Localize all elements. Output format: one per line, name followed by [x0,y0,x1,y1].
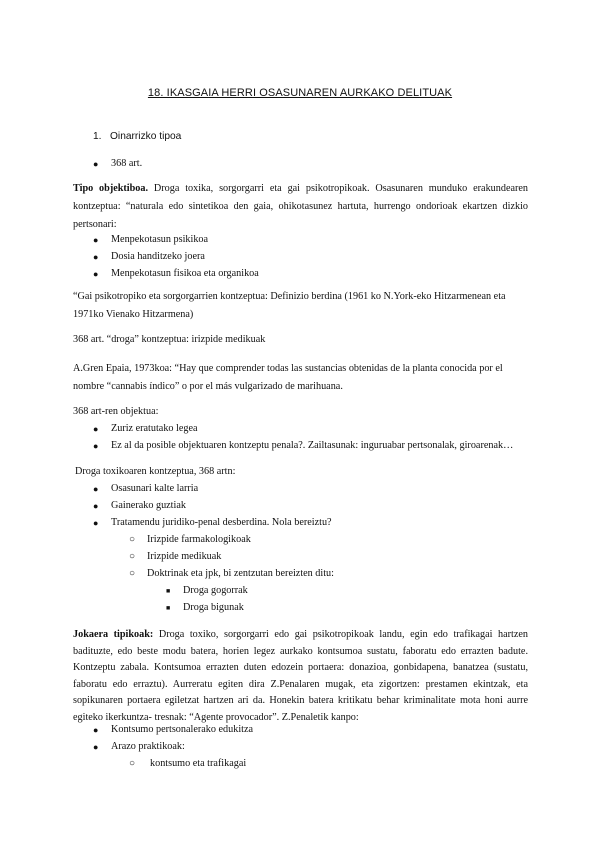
square-bullet-icon: ■ [166,604,171,612]
list-item: Zuriz eratutako legea [111,423,198,434]
jokaera-line: faboratu edo erraztu). Aurreratu egiten dira Z.Penalaren mugak, eta zigortzen: prestamen ekintzak, eta [73,678,528,690]
sub-list-item: Irizpide medikuak [147,551,222,562]
list-item: Kontsumo pertsonalerako edukitza [111,724,254,735]
art368-line: 368 art. “droga” kontzeptua: irizpide medikuak [73,334,266,345]
sub-list-item: Irizpide farmakologikoak [147,534,251,545]
list-item: Dosia handitzeko joera [111,251,205,262]
bullet-icon: ● [93,518,99,528]
subsub-list-item: Droga gogorrak [183,585,248,596]
gai-paragraph: “Gai psikotropiko eta sorgorgarrien kontzeptua: Definizio berdina (1961 ko N.York-eko Hitzarmenean eta 1971ko Vienako Hitzarmena) [73,291,506,320]
bullet-icon: ● [93,252,99,262]
hollow-bullet-icon: ○ [129,551,136,562]
bullet-icon: ● [93,725,99,735]
list-item: Menpekotasun psikikoa [111,234,209,245]
list-item: Gainerako guztiak [111,500,186,511]
agren-paragraph: A.Gren Epaia, 1973koa: “Hay que comprender todas las sustancias obtenidas de la planta conocida por el nombre “cannabis índico” o por el más vulgarizado de marihuana. [73,363,503,392]
subsub-list-item: Droga bigunak [183,602,244,613]
jokaera-line: egiteko ikerkuntza- tresnak: “Agente provocador”. Z.Penaletik kanpo: [73,711,359,723]
bullet-icon: ● [93,742,99,752]
page-title: 18. IKASGAIA HERRI OSASUNAREN AURKAKO DELITUAK [147,87,453,99]
section-number: 1. [93,131,102,142]
objektua-heading: 368 art-ren objektua: [73,406,159,417]
jokaera-label: Jokaera tipikoak: [73,629,154,640]
list-item: Menpekotasun fisikoa eta organikoa [111,268,259,279]
list-item: Tratamendu juridiko-penal desberdina. Nola bereiztu? [111,517,332,528]
jokaera-paragraph [73,627,528,726]
bullet-368-art: 368 art. [111,158,143,169]
list-item: Ez al da posible objektuaren kontzeptu penala?. Zailtasunak: inguruabar pertsonalak, giroarenak… [111,440,514,451]
jokaera-line: Droga toxiko, sorgorgarri edo gai psikotropikoak landu, egin edo trafikagai hartzen [158,629,529,640]
jokaera-line: sopikunaren portaera egiletzat hartzen ari da. Honekin batera kritikatu behar kriminalitate mota honi aurre [73,695,528,706]
sub-list-item: kontsumo eta trafikagai [150,758,247,769]
bullet-icon: ● [93,501,99,511]
list-item: Arazo praktikoak: [111,741,185,752]
section-heading: Oinarrizko tipoa [110,131,182,142]
bullet-icon: ● [93,424,99,434]
square-bullet-icon: ■ [166,587,171,595]
hollow-bullet-icon: ○ [129,568,136,579]
jokaera-line: badituzte, edo beste modu batera, horien legez aurkako kontsumoa sustatu, faboratu edo errazten badute. [73,645,528,657]
jokaera-line: Kontzeptu zabala. Kontsumoa errazten duten edozein portaera: donazioa, gonbidapena, banatzea (sustatu, [73,662,528,673]
hollow-bullet-icon: ○ [129,758,136,769]
hollow-bullet-icon: ○ [129,534,136,545]
tipo-text: Droga toxika, sorgorgarri eta gai psikotropikoak. Osasunaren munduko erakundearen kontzeptua: “naturala edo sintetikoa den gaia, ohikotasunez hartuta, hurrengo ondorioak ekartzen dizkio pertsonari: [73,183,528,230]
tipo-paragraph [73,180,528,234]
bullet-icon: ● [93,235,99,245]
list-item: Osasunari kalte larria [111,483,199,494]
bullet-icon: ● [93,159,99,169]
sub-list-item: Doktrinak eta jpk, bi zentzutan bereizten ditu: [147,568,334,579]
bullet-icon: ● [93,441,99,451]
tipo-label: Tipo objektiboa. [73,183,149,194]
bullet-icon: ● [93,269,99,279]
droga-tox-heading: Droga toxikoaren kontzeptua, 368 artn: [75,466,236,477]
bullet-icon: ● [93,484,99,494]
